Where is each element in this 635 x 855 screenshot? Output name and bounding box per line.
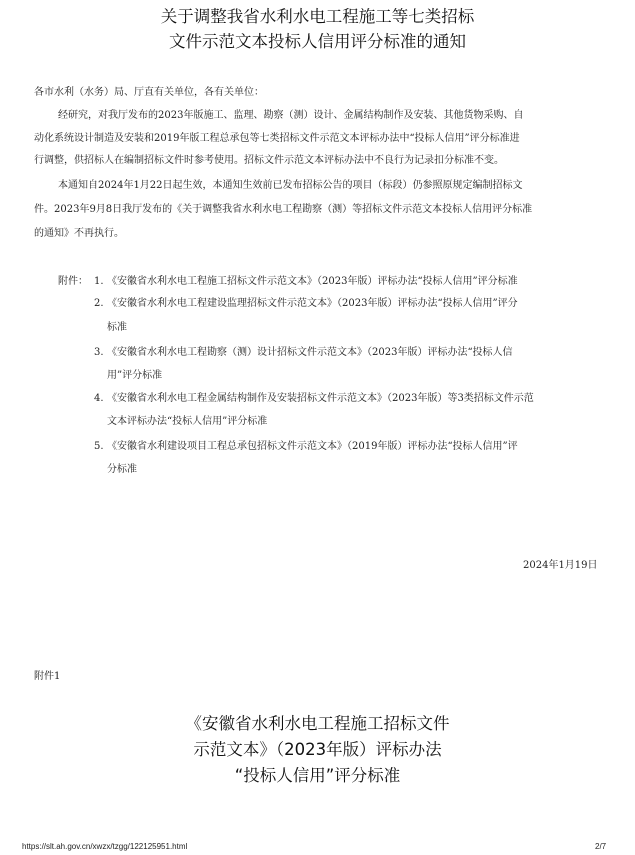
para2-line-3: 的通知》不再执行。 [34,228,124,239]
para1-line-2: 动化系统设计制造及安装和2019年版工程总承包等七类招标文件示范文本评标办法中“投标人信用”评分标准进 [34,133,520,144]
attachment-4-line-2[interactable]: 文本评标办法“投标人信用”评分标准 [107,416,268,427]
attachment-3-line-1[interactable]: 《安徽省水利水电工程勘察（测）设计招标文件示范文本》（2023年版）评标办法“投标人信 [107,347,513,358]
attachments-prefix: 附件： [58,276,88,287]
notice-title-line-1: 关于调整我省水利水电工程施工等七类招标 [160,7,475,26]
attachment1-title-line-3: “投标人信用”评分标准 [234,766,401,785]
footer-url[interactable] [22,842,187,851]
attachment1-title-line-1: 《安徽省水利水电工程施工招标文件 [185,714,450,733]
attachment1-label: 附件1 [34,671,61,682]
attachment-4-line-1[interactable]: 《安徽省水利水电工程金属结构制作及安装招标文件示范文本》（2023年版）等3类招标文件示范 [107,393,534,404]
para1-line-3: 行调整，供招标人在编制招标文件时参考使用。招标文件示范文本评标办法中不良行为记录扣分标准不变。 [34,155,504,166]
attachment-3-line-2[interactable]: 用”评分标准 [107,370,163,381]
attachment-4-num: 4. [94,393,104,404]
para1-line-1: 经研究，对我厅发布的2023年版施工、监理、勘察（测）设计、金属结构制作及安装、其他货物采购、自 [58,110,524,121]
notice-date: 2024年1月19日 [523,560,598,571]
footer-page-number: 2/7 [595,842,607,851]
footer-url-link[interactable]: https://slt.ah.gov.cn/xwzx/tzgg/122125951.html [22,842,188,851]
attachment1-title-line-2: 示范文本》（2023年版）评标办法 [193,740,442,759]
attachment-5-num: 5. [94,441,104,452]
para2-line-1: 本通知自2024年1月22日起生效，本通知生效前已发布招标公告的项目（标段）仍参照原规定编制招标文 [58,180,523,191]
attachment-5-line-1[interactable]: 《安徽省水利建设项目工程总承包招标文件示范文本》（2019年版）评标办法“投标人信用”评 [107,441,518,452]
attachment-2-num: 2. [94,298,104,309]
para2-line-2: 件。2023年9月8日我厅发布的《关于调整我省水利水电工程勘察（测）等招标文件示范文本投标人信用评分标准 [34,204,533,215]
attachment-1-num: 1. [94,276,104,287]
attachment-2-line-1[interactable]: 《安徽省水利水电工程建设监理招标文件示范文本》（2023年版）评标办法“投标人信用”评分 [107,298,518,309]
notice-title-line-2: 文件示范文本投标人信用评分标准的通知 [169,32,466,51]
attachment-3-num: 3. [94,347,104,358]
attachment-5-line-2[interactable]: 分标准 [107,464,137,475]
salutation: 各市水利（水务）局、厅直有关单位，各有关单位： [34,87,264,98]
attachment-2-line-2[interactable]: 标准 [107,322,127,333]
attachment-1-line-1[interactable]: 《安徽省水利水电工程施工招标文件示范文本》（2023年版）评标办法“投标人信用”评分标准 [107,276,518,287]
